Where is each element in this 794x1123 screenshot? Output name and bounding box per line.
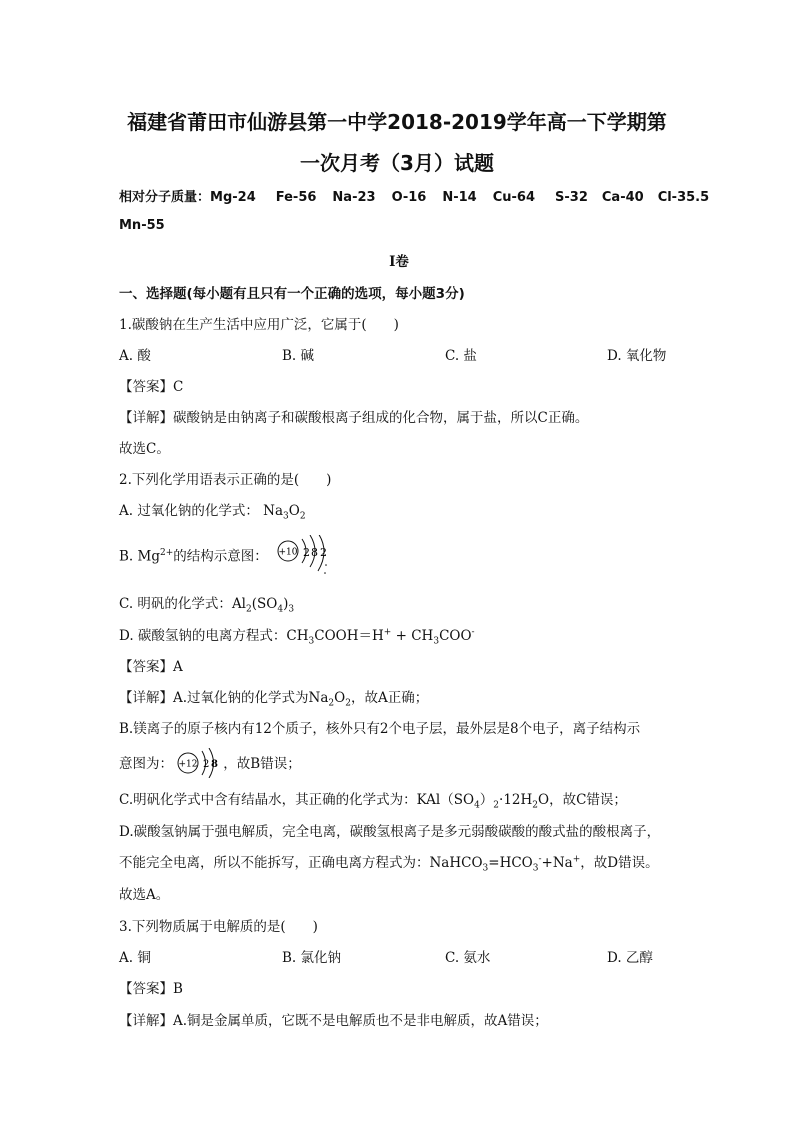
question-3-options [119, 946, 679, 966]
document-title-line2: 一次月考（3月）试题 [300, 151, 494, 175]
question-2-choose: 故选A。 [119, 887, 170, 903]
question-3-detail: 【详解】A.铜是金属单质，它既不是电解质也不是非电解质，故A错误； [119, 1013, 548, 1029]
shell-electrons: 2 [303, 546, 311, 559]
mass-item: Fe-56 [275, 190, 317, 205]
question-2-detail-d2: 不能完全电离，所以不能拆写，正确电离方程式为：$NaHCO_3=HCO_3^-+Na^+$，故D错误。 [119, 854, 659, 874]
option-c: C. 盐 [445, 348, 477, 364]
mg-ion-correct-diagram [177, 748, 223, 778]
question-2-detail-c: C.明矾化学式中含有结晶水，其正确的化学式为：$KAl(SO_4)_2\cdot 12H_2O$，故C错误； [119, 792, 627, 811]
question-2-detail-b2: 意图为： +12 2 8 ，故B错误； [119, 748, 301, 778]
mg-ion-structure-diagram [276, 535, 356, 579]
question-3-stem: 3.下列物质属于电解质的是( ) [119, 919, 318, 935]
nucleus-charge: +12 [178, 759, 198, 770]
question-1-stem: 1.碳酸钠在生产生活中应用广泛，它属于( ) [119, 317, 399, 333]
masses-label: 相对分子质量： [119, 190, 211, 205]
question-2-option-d: D. 碳酸氢钠的电离方程式：$CH_3COOH=H^+ + CH_3COO^-$ [119, 627, 475, 647]
question-1-options [119, 344, 679, 364]
mass-item: S-32 [555, 190, 588, 205]
shell-electrons: 2 [320, 546, 328, 559]
question-2-detail-d1: D.碳酸氢钠属于强电解质，完全电离，碳酸氢根离子是多元弱酸碳酸的酸式盐的酸根离子， [119, 824, 661, 840]
mass-item: Cl-35.5 [657, 190, 710, 205]
nucleus-charge: +10 [278, 547, 298, 558]
question-2-option-c: C. 明矾的化学式：$Al_2(SO_4)_3$ [119, 596, 295, 615]
option-b: B. 碱 [282, 348, 315, 364]
question-1-detail: 【详解】碳酸钠是由钠离子和碳酸根离子组成的化合物，属于盐，所以C正确。 [119, 410, 589, 426]
volume-heading: I卷 [389, 254, 409, 270]
question-2-detail-b1: B.镁离子的原子核内有12个质子，核外只有2个电子层，最外层是8个电子，离子结构示 [119, 721, 641, 737]
question-2-stem: 2.下列化学用语表示正确的是( ) [119, 472, 332, 488]
mass-item: N-14 [442, 190, 477, 205]
question-2-answer: 【答案】A [119, 659, 183, 675]
option-a: A. 铜 [119, 950, 151, 966]
option-a: A. 酸 [119, 348, 151, 364]
relative-masses [119, 186, 709, 205]
mass-item: Mg-24 [210, 190, 256, 205]
option-d: D. 氧化物 [607, 348, 667, 364]
question-1-choose: 故选C。 [119, 441, 170, 457]
shell-electrons: 8 [311, 546, 319, 559]
option-b: B. 氯化钠 [282, 950, 342, 966]
question-3-answer: 【答案】B [119, 981, 183, 997]
option-c: C. 氨水 [445, 950, 491, 966]
shell-electrons: 2 [203, 759, 210, 770]
mass-extra: Mn-55 [119, 218, 165, 233]
mass-item: Cu-64 [492, 190, 536, 205]
mass-item: Na-23 [332, 190, 376, 205]
question-2-detail-a: 【详解】A.过氧化钠的化学式为$Na_2O_2$，故A正确； [119, 690, 429, 709]
option-d: D. 乙醇 [607, 950, 653, 966]
document-title-line1: 福建省莆田市仙游县第一中学2018-2019学年高一下学期第 [127, 110, 667, 134]
shell-electrons: 8 [211, 759, 219, 770]
section-heading: 一、选择题(每小题有且只有一个正确的选项，每小题3分) [119, 286, 465, 302]
mass-item: O-16 [391, 190, 427, 205]
question-2-option-a: A. 过氧化钠的化学式： $Na_3O_2$ [119, 503, 306, 522]
question-1-answer: 【答案】C [119, 379, 184, 395]
mass-item: Ca-40 [601, 190, 644, 205]
question-2-option-b: B. $Mg^{2+}$的结构示意图： +10 2 8 2 [119, 535, 356, 579]
